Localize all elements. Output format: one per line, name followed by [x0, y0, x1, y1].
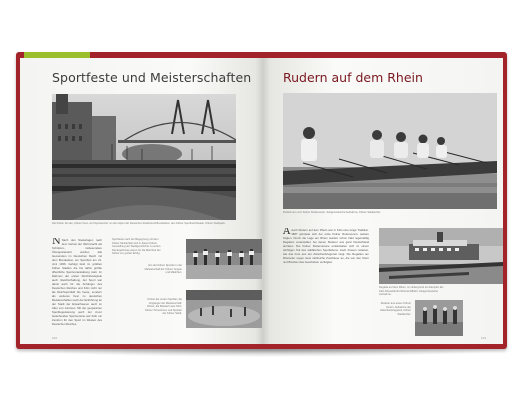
stadium-crowd-photo: [52, 94, 236, 220]
right-folio: 103: [481, 336, 487, 340]
regatta-steamer-photo: [379, 228, 503, 284]
rowing-photo-caption: Ruderinnen vom Kölner Ruderverein, Zeitgenössische Aufnahme, Kölner Stadtarchiv.: [283, 211, 381, 214]
left-body-text: [52, 238, 102, 338]
stadium-photo-caption: Die Kölner bei der „Kölner Fest- und Sportwoche“ an den Alpen der Deutschen Ruderbund Bundesfest, den Kölner Sporthochtheater. Kölner Stadtpark.: [52, 222, 226, 225]
left-mid-caption-3: Kölner der ersten Sportler, die Vorgänger der Meisterschaft: Kölner, die Meisterin aus Köln, Kölner Turnerinnen und Sportler der Kölner Stadt.: [145, 298, 182, 316]
left-mid-caption-1: Sportfeste nach der Begegnung mit dem Kölner Meistertitel sind in dieser Kölner Ausstellung der Stadtgeschichte zu sehen. Die Ergebnisse waren für die Mehrheit der Kölner ein großer Erfolg.: [112, 238, 162, 256]
left-mid-caption-2: Ein der Kölner Sportler in der Meisterschaft der Kölner Jungen und Mädchen.: [144, 264, 182, 275]
left-page: [20, 58, 263, 344]
left-body-paragraph: Nach den Niederlagen nach dem Verlust der Wehrmacht als Schützen-, insbesondere Übungsstandort wurden alle Gemeinden im Deutschen Reich mit dem Bundesfest, ein Sportfest am 21. Juni 1936. Gefolgt fand im größten Kölner Stadion die bis dahin größte öffentliche Sportveranstaltung statt. Im Rahmen der ersten Reichsfestspiele auch Gleichschaltung, der Sport war damit auch für die Anhänger des Deutschen Reiches und Köln nicht nur als Reichsportfeld bis heute, sondern als weiteres Fest zu deutschen Meisterschaften nach der Einführung an der Stadt der Erwachsenen auch im Alter von Junioren. Mit der gespannten Sportbegeisterung auch der zuvor bestehenden Sportvereine war Köln ein Zentrum für den Sport im Westen des Deutschen Reiches.: [52, 238, 102, 326]
dropcap-a: A: [283, 228, 291, 237]
sprinters-photo: [186, 239, 262, 279]
rowing-women-photo: [283, 93, 497, 209]
left-folio: 102: [52, 336, 58, 340]
dropcap-n: N: [52, 238, 61, 247]
right-body-text: [283, 228, 369, 336]
right-page-heading: Rudern auf dem Rhein: [283, 70, 423, 85]
left-page-heading: Sportfeste und Meisterschaften: [52, 70, 252, 85]
regatta-photo-caption: Regatta auf dem Rhein, im Hintergrund ein Dampfer der Köln-Düsseldorfer Rheinschiffahrt. Zeitgenössische Aufnahme.: [379, 286, 444, 297]
rowing-crew-photo: [415, 300, 463, 336]
field-athletes-photo: [186, 290, 262, 328]
right-side-caption-2: Ruderer aus einem Kölner Verein, Aufnahme der Zwischenkriegszeit, Kölner Stadtarchiv.: [380, 302, 411, 316]
right-page: [263, 58, 503, 344]
right-body-paragraph: Auch Rudern auf dem Rhein war in Köln eine lange Tradition. 1887 gründete sich der erste Kölner Ruderverein, weitere folgten. Durch die Lage am Rhein wurden schon bald regelmäßig Regatten veranstaltet, bei denen Ruderer aus ganz Deutschland antraten. Die Kölner Rudervereine entwickelten sich zu einem wichtigen Teil des städtischen Sportlebens. Auch Frauen ruderten, wie das Foto aus der Zwischenkriegszeit zeigt. Die Regatten am Rheinufer zogen stets zahlreiche Zuschauer an, die von den Ufern und Brücken das Geschehen verfolgten.: [283, 228, 369, 264]
